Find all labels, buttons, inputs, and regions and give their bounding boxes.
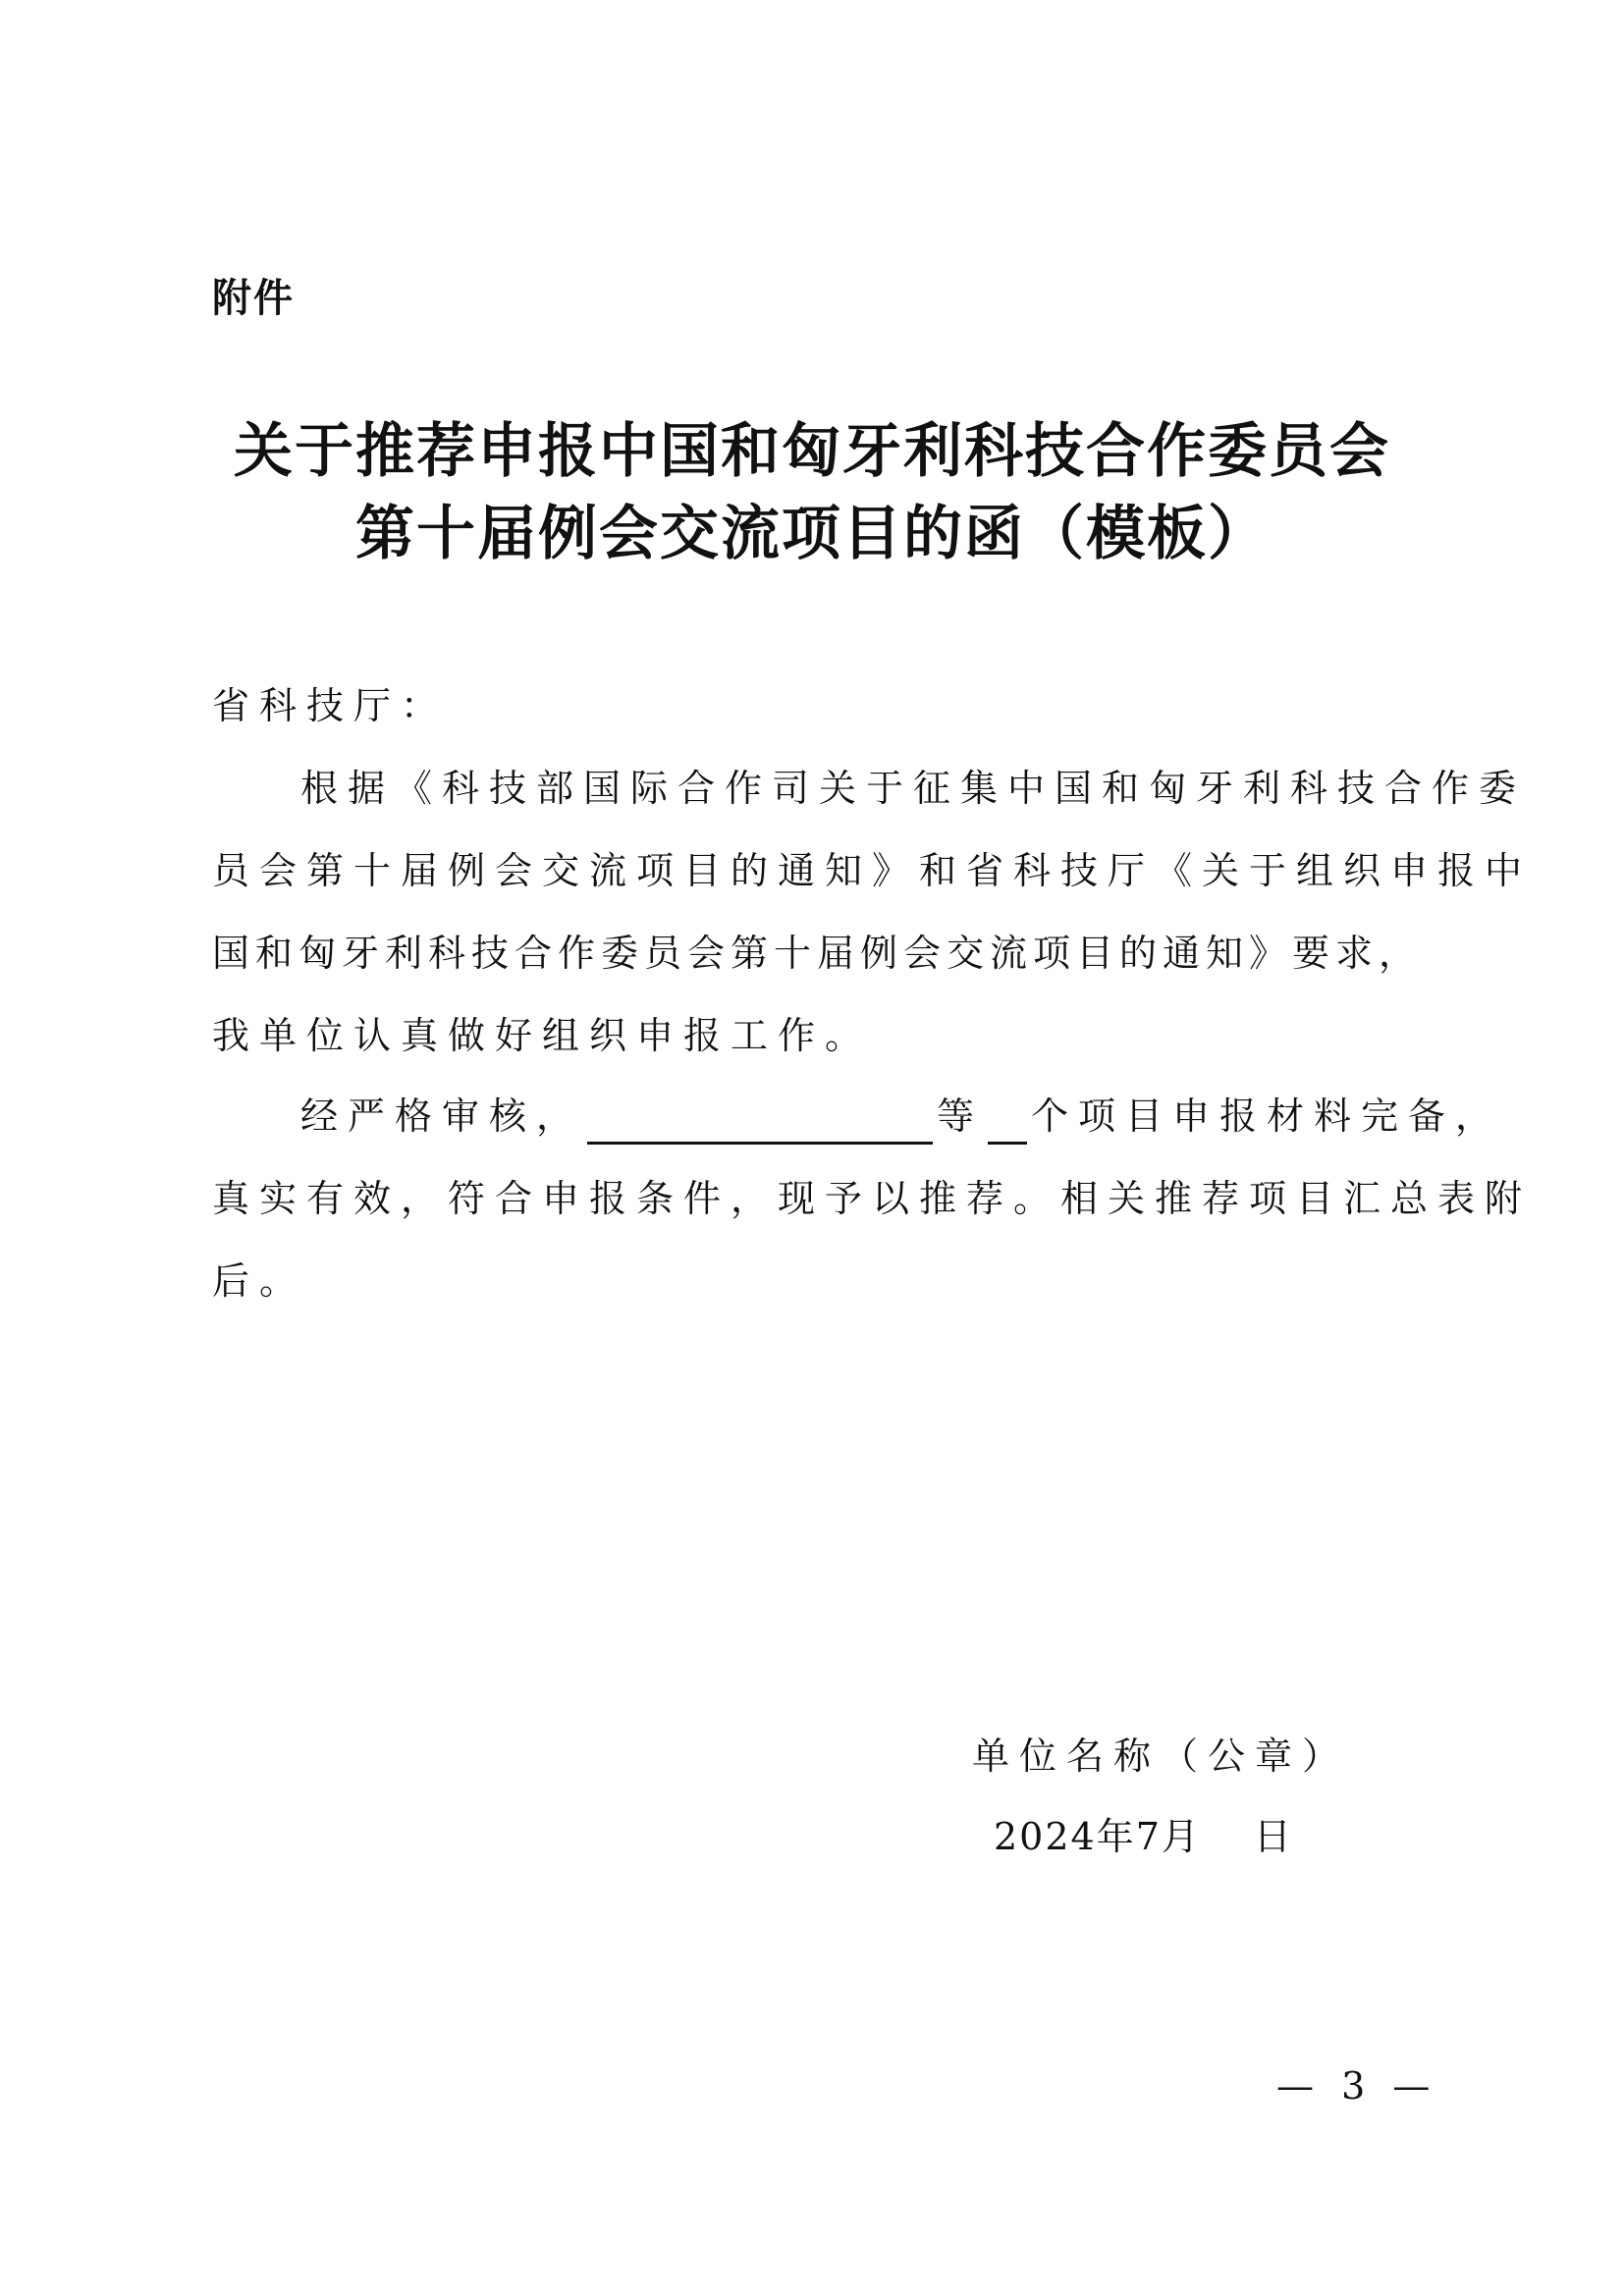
signature-unit: 单位名称（公章） xyxy=(972,1735,1350,1778)
attachment-label: 附件 xyxy=(212,276,295,321)
paragraph1-line3: 国和匈牙利科技合作委员会第十届例会交流项目的通知》要求， xyxy=(212,932,1423,975)
paragraph2-text-before: 经严格审核， xyxy=(300,1095,584,1138)
paragraph1-line1: 根据《科技部国际合作司关于征集中国和匈牙利科技合作委 xyxy=(300,767,1527,810)
paragraph2-text-mid: 等 xyxy=(937,1095,985,1138)
project-count-blank xyxy=(988,1095,1027,1145)
paragraph2-line1 xyxy=(300,1088,1508,1145)
document-title-line2: 第十届例会交流项目的函（模板） xyxy=(355,500,1269,568)
paragraph2-text-after: 个项目申报材料完备， xyxy=(1031,1095,1503,1138)
paragraph2-line2: 真实有效，符合申报条件，现予以推荐。相关推荐项目汇总表附 xyxy=(212,1177,1533,1220)
signature-date-day: 日 xyxy=(1253,1815,1293,1858)
paragraph1-line2: 员会第十届例会交流项目的通知》和省科技厅《关于组织申报中 xyxy=(212,849,1533,892)
salutation: 省科技厅： xyxy=(212,684,449,727)
signature-date-prefix: 2024年7月 xyxy=(994,1815,1201,1858)
paragraph2-line3: 后。 xyxy=(212,1259,307,1303)
paragraph1-line4: 我单位认真做好组织申报工作。 xyxy=(212,1014,873,1057)
project-name-blank xyxy=(587,1095,933,1145)
document-title-line1: 关于推荐申报中国和匈牙利科技合作委员会 xyxy=(234,417,1390,486)
signature-date xyxy=(994,1808,1293,1865)
page-number: — 3 — xyxy=(1276,2064,1438,2108)
